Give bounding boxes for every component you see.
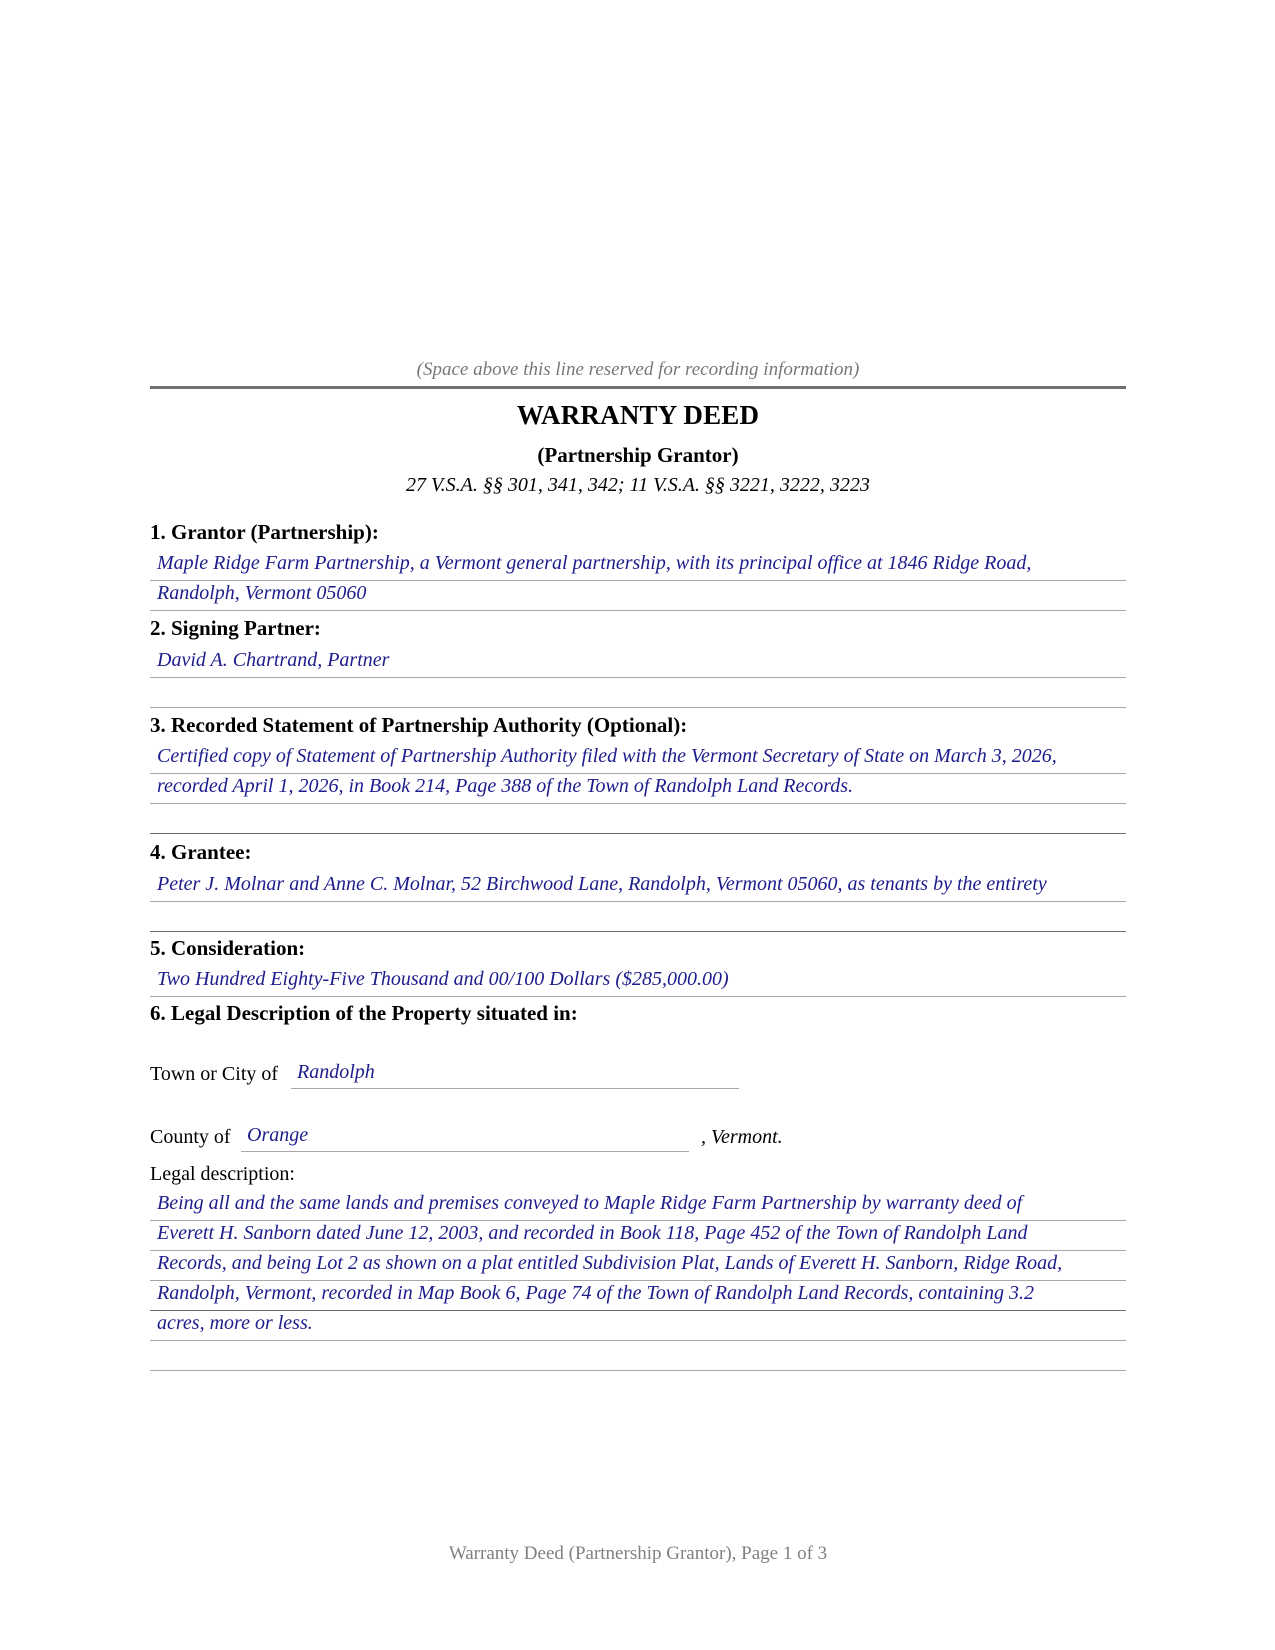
document-subtitle: (Partnership Grantor)	[537, 443, 739, 467]
signing-partner-field[interactable]	[150, 648, 1126, 708]
grantor-field[interactable]	[150, 551, 1126, 611]
legal-description-line-4[interactable]: Randolph, Vermont, recorded in Map Book 6, Page 74 of the Town of Randolph Land Records, containing 3.2	[150, 1281, 1126, 1311]
county-field[interactable]: Orange	[241, 1122, 689, 1152]
authority-heading: 3. Recorded Statement of Partnership Authority (Optional):	[150, 713, 688, 737]
legal-description-line-3[interactable]: Records, and being Lot 2 as shown on a plat entitled Subdivision Plat, Lands of Everett H. Sanborn, Ridge Road,	[150, 1251, 1126, 1281]
grantor-line-1[interactable]: Maple Ridge Farm Partnership, a Vermont general partnership, with its principal office at 1846 Ridge Road,	[150, 551, 1126, 581]
legal-description-label: Legal description:	[150, 1163, 295, 1185]
authority-line-2[interactable]: recorded April 1, 2026, in Book 214, Page 388 of the Town of Randolph Land Records.	[150, 774, 1126, 804]
signing-partner-line-2[interactable]	[150, 678, 1126, 708]
grantee-line-2[interactable]	[150, 902, 1126, 932]
town-field[interactable]: Randolph	[291, 1059, 739, 1089]
consideration-heading: 5. Consideration:	[150, 936, 306, 960]
legal-description-line-6[interactable]	[150, 1341, 1126, 1371]
grantee-line-1[interactable]: Peter J. Molnar and Anne C. Molnar, 52 Birchwood Lane, Randolph, Vermont 05060, as tenants by the entirety	[150, 872, 1126, 902]
grantor-heading: 1. Grantor (Partnership):	[150, 520, 379, 544]
document-title: WARRANTY DEED	[516, 400, 760, 430]
recording-space-note: (Space above this line reserved for recording information)	[416, 359, 860, 380]
page-footer: Warranty Deed (Partnership Grantor), Page 1 of 3	[448, 1543, 828, 1564]
consideration-field[interactable]	[150, 967, 1126, 997]
authority-line-1[interactable]: Certified copy of Statement of Partnership Authority filed with the Vermont Secretary of State on March 3, 2026,	[150, 744, 1126, 774]
authority-field[interactable]	[150, 744, 1126, 834]
legal-description-heading: 6. Legal Description of the Property situated in:	[150, 1001, 578, 1025]
legal-description-line-5[interactable]: acres, more or less.	[150, 1311, 1126, 1341]
county-label: County of	[150, 1126, 231, 1148]
signing-partner-heading: 2. Signing Partner:	[150, 616, 321, 640]
state-suffix: , Vermont.	[701, 1126, 783, 1148]
statute-citation: 27 V.S.A. §§ 301, 341, 342; 11 V.S.A. §§ 3221, 3222, 3223	[406, 474, 870, 496]
grantee-heading: 4. Grantee:	[150, 840, 252, 864]
signing-partner-line-1[interactable]: David A. Chartrand, Partner	[150, 648, 1126, 678]
legal-description-line-1[interactable]: Being all and the same lands and premises conveyed to Maple Ridge Farm Partnership by warranty deed of	[150, 1191, 1126, 1221]
authority-line-3[interactable]	[150, 804, 1126, 834]
legal-description-field[interactable]	[150, 1191, 1126, 1371]
consideration-line-1[interactable]: Two Hundred Eighty-Five Thousand and 00/100 Dollars ($285,000.00)	[150, 967, 1126, 997]
recording-divider	[150, 386, 1126, 389]
grantee-field[interactable]	[150, 872, 1126, 932]
grantor-line-2[interactable]: Randolph, Vermont 05060	[150, 581, 1126, 611]
legal-description-line-2[interactable]: Everett H. Sanborn dated June 12, 2003, and recorded in Book 118, Page 452 of the Town of Randolph Land	[150, 1221, 1126, 1251]
town-label: Town or City of	[150, 1063, 279, 1085]
